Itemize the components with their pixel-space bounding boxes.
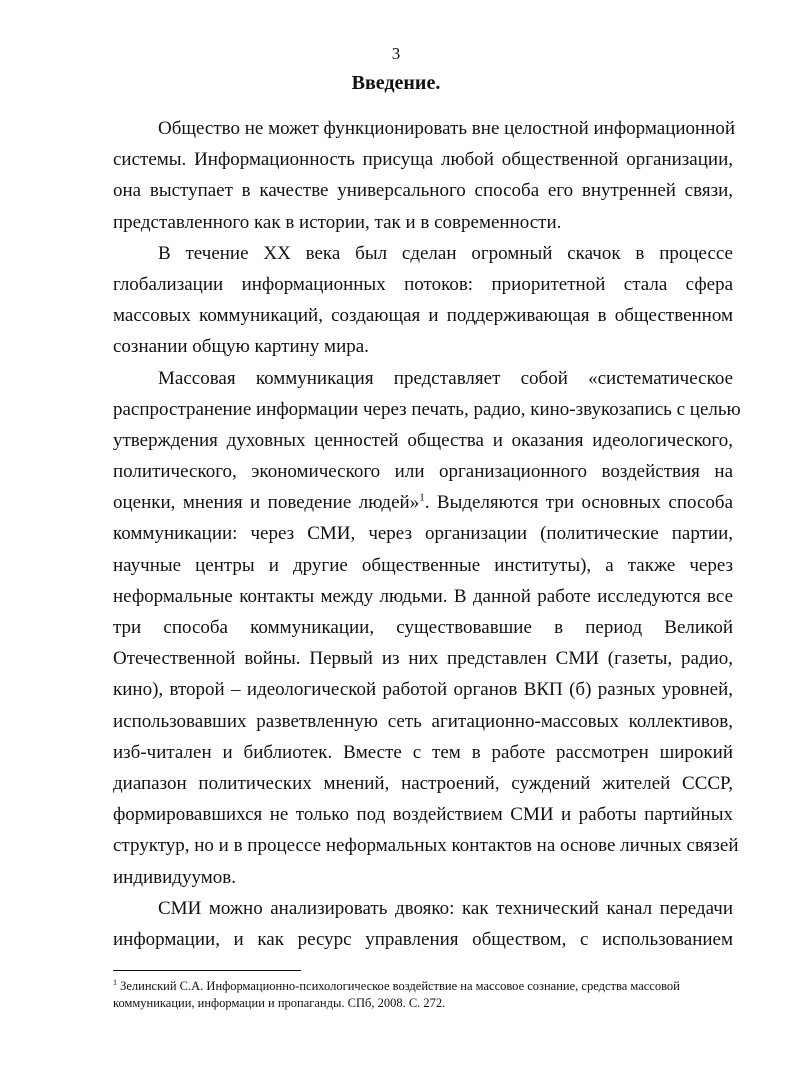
text-line: диапазон политических мнений, настроений, суждений жителей СССР, <box>113 772 733 794</box>
text-line: Общество не может функционировать вне целостной информационной <box>158 118 736 139</box>
text-fragment: . Выделяются три основных способа <box>424 492 733 514</box>
text-line: она выступает в качестве универсального способа его внутренней связи, <box>113 180 733 202</box>
text-line: научные центры и другие общественные институты), а также через <box>113 554 733 576</box>
page-title: Введение. <box>351 72 441 94</box>
text-line-with-footnote <box>113 487 733 518</box>
footnote <box>113 978 733 1012</box>
text-line: коммуникации: через СМИ, через организации (политические партии, <box>113 523 733 545</box>
text-line: информации, и как ресурс управления обществом, с использованием <box>113 928 733 950</box>
text-line: системы. Информационность присуща любой общественной организации, <box>113 149 733 171</box>
text-line: Отечественной войны. Первый из них представлен СМИ (газеты, радио, <box>113 648 733 670</box>
text-line: В течение XX века был сделан огромный скачок в процессе <box>158 242 733 264</box>
text-line: изб-читален и библиотек. Вместе с тем в работе рассмотрен широкий <box>113 741 733 763</box>
paragraph-2 <box>113 238 733 363</box>
footnote-reference[interactable]: 1 <box>419 491 425 504</box>
text-line: три способа коммуникации, существовавшие в период Великой <box>113 617 733 638</box>
paragraph-1 <box>113 113 736 238</box>
text-line: кино), второй – идеологической работой органов ВКП (б) разных уровней, <box>113 679 733 701</box>
text-line: распространение информации через печать, радио, кино-звукозапись с целью <box>113 398 741 420</box>
footnote-line: коммуникации, информации и пропаганды. СПб, 2008. С. 272. <box>113 996 446 1010</box>
paragraph-4 <box>113 893 733 955</box>
body-text <box>113 113 741 955</box>
text-line: Массовая коммуникация представляет собой «систематическое <box>158 367 733 389</box>
text-fragment: оценки, мнения и поведение людей» <box>113 492 420 514</box>
page-number: 3 <box>391 44 401 63</box>
text-line: использовавших разветвленную сеть агитационно-массовых коллективов, <box>113 710 733 732</box>
text-line: представленного как в истории, так и в современности. <box>113 211 562 233</box>
footnote-line <box>113 978 733 995</box>
footnote-divider <box>113 970 301 971</box>
footnote-marker: 1 <box>113 977 117 987</box>
paragraph-3 <box>113 363 741 893</box>
text-line: формировавшихся не только под воздействием СМИ и работы партийных <box>113 804 733 826</box>
text-line: сознании общую картину мира. <box>113 336 369 358</box>
text-line: глобализации информационных потоков: приоритетной стала сфера <box>113 273 733 295</box>
footnote-text: Зелинский С.А. Информационно-психологическое воздействие на массовое сознание, средства массовой <box>120 979 680 993</box>
text-line: неформальные контакты между людьми. В данной работе исследуются все <box>113 585 733 607</box>
text-line: массовых коммуникаций, создающая и поддерживающая в общественном <box>113 305 733 327</box>
text-line: политического, экономического или организационного воздействия на <box>113 461 733 483</box>
text-line: структур, но и в процессе неформальных контактов на основе личных связей <box>113 835 739 857</box>
text-line: утверждения духовных ценностей общества и оказания идеологического, <box>113 429 733 451</box>
text-line: СМИ можно анализировать двояко: как технический канал передачи <box>158 897 733 919</box>
text-line: индивидуумов. <box>113 866 236 888</box>
